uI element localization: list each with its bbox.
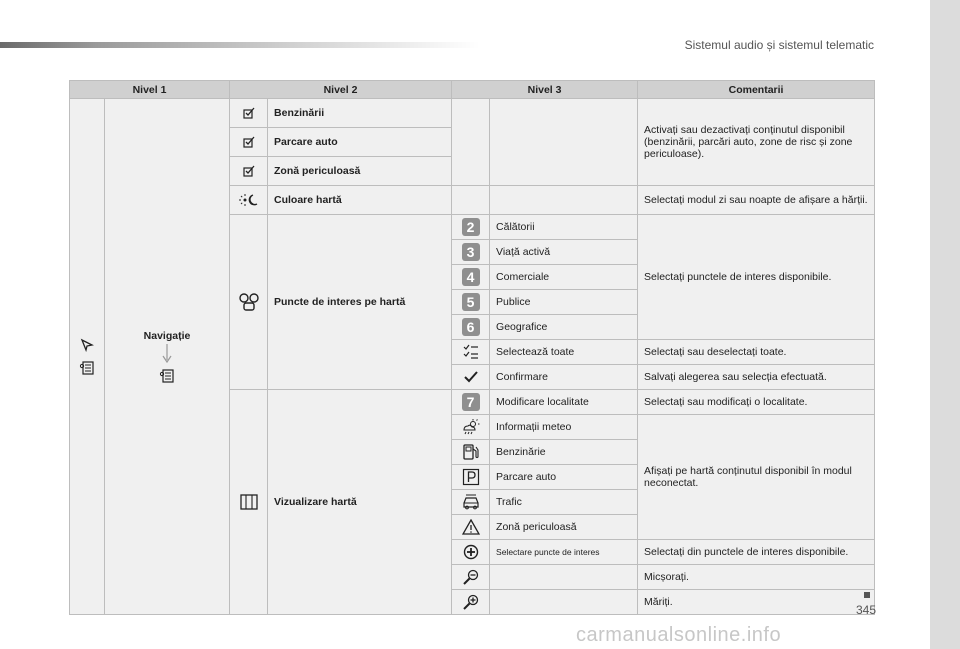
day-night-cell: [230, 186, 268, 215]
navigation-label: Navigație: [143, 329, 191, 342]
plus-circle-cell: [452, 540, 490, 565]
header-comments: Comentarii: [638, 81, 875, 99]
level3-publice: Publice: [490, 290, 638, 315]
level2-parcare: Parcare auto: [268, 128, 452, 157]
header-level-2: Nivel 2: [230, 81, 452, 99]
check-cell: [452, 365, 490, 390]
level3-calatorii: Călătorii: [490, 215, 638, 240]
level2-zona: Zonă periculoasă: [268, 157, 452, 186]
level3-geografice: Geografice: [490, 315, 638, 340]
level3-comerciale: Comerciale: [490, 265, 638, 290]
fuel-icon: [462, 443, 480, 461]
page-marker: [864, 592, 870, 598]
zoom-out-cell: [452, 565, 490, 590]
empty-cell: [490, 99, 638, 186]
comment-zi-noapte: Selectați modul zi sau noapte de afișare a hărții.: [638, 186, 875, 215]
level2-vizualizare: Vizualizare hartă: [268, 390, 452, 615]
level2-benzinarii: Benzinării: [268, 99, 452, 128]
map-view-icon: [239, 493, 259, 511]
down-arrow-icon: [162, 344, 172, 364]
table-row: [70, 99, 875, 128]
level3-confirmare: Confirmare: [490, 365, 638, 390]
step-badge: 2: [462, 218, 480, 236]
step-badge: 7: [462, 393, 480, 411]
level3-selectare-puncte: Selectare puncte de interes: [490, 540, 638, 565]
badge-cell: [452, 390, 490, 415]
header-level-3: Nivel 3: [452, 81, 638, 99]
map-view-icon-cell: [230, 390, 268, 615]
empty-cell: [490, 186, 638, 215]
settings-icon: [79, 360, 95, 376]
comment-puncte: Selectați punctele de interes disponibile.: [638, 215, 875, 340]
badge-cell: [452, 290, 490, 315]
step-badge: 5: [462, 293, 480, 311]
fuel-cell: [452, 440, 490, 465]
navigation-cell: [105, 99, 230, 615]
menu-table: [69, 80, 875, 615]
traffic-icon: [461, 494, 481, 510]
header-level-1: Nivel 1: [70, 81, 230, 99]
level3-viata: Viață activă: [490, 240, 638, 265]
header-gradient-bar: [0, 42, 480, 48]
level3-benzinarie: Benzinărie: [490, 440, 638, 465]
settings-icon: [159, 368, 175, 384]
badge-cell: [452, 240, 490, 265]
comment-sel-desel: Selectați sau deselectați toate.: [638, 340, 875, 365]
comment-micsorati: Micșorați.: [638, 565, 875, 590]
level3-trafic: Trafic: [490, 490, 638, 515]
weather-cell: [452, 415, 490, 440]
checkbox-icon: [243, 107, 255, 119]
watermark: carmanualsonline.info: [576, 624, 782, 646]
select-all-cell: [452, 340, 490, 365]
comment-activati: Activați sau dezactivați conținutul disponibil (benzinării, parcări auto, zone de risc și zone periculoase).: [638, 99, 875, 186]
checkbox-icon: [243, 136, 255, 148]
comment-modificati: Selectați sau modificați o localitate.: [638, 390, 875, 415]
poi-icon: [238, 292, 260, 312]
page-side-tab: [930, 0, 960, 649]
poi-icon-cell: [230, 215, 268, 390]
level3-modificare-localitate: Modificare localitate: [490, 390, 638, 415]
level3-selecteaza-toate: Selectează toate: [490, 340, 638, 365]
zoom-out-icon: [462, 569, 480, 585]
empty-cell: [490, 590, 638, 615]
traffic-cell: [452, 490, 490, 515]
level2-puncte-interes: Puncte de interes pe hartă: [268, 215, 452, 390]
checkbox-icon: [243, 165, 255, 177]
empty-cell: [490, 565, 638, 590]
plus-circle-icon: [463, 544, 479, 560]
comment-din-puncte: Selectați din punctele de interes disponibile.: [638, 540, 875, 565]
level2-culoare: Culoare hartă: [268, 186, 452, 215]
level3-zona: Zonă periculoasă: [490, 515, 638, 540]
table-header-row: [70, 81, 875, 99]
level3-info-meteo: Informații meteo: [490, 415, 638, 440]
empty-cell: [452, 99, 490, 186]
level1-icon-cell: [70, 99, 105, 615]
step-badge: 6: [462, 318, 480, 336]
day-night-icon: [239, 193, 259, 207]
comment-salvati: Salvați alegerea sau selecția efectuată.: [638, 365, 875, 390]
badge-cell: [452, 215, 490, 240]
comment-mariti: Măriți.: [638, 590, 875, 615]
checkbox-cell: [230, 128, 268, 157]
check-icon: [464, 371, 478, 383]
page-header-title: Sistemul audio și sistemul telematic: [684, 38, 874, 52]
step-badge: 3: [462, 243, 480, 261]
parking-icon: [462, 468, 480, 486]
badge-cell: [452, 265, 490, 290]
empty-cell: [452, 186, 490, 215]
checkbox-cell: [230, 157, 268, 186]
zoom-in-cell: [452, 590, 490, 615]
weather-icon: [461, 419, 481, 435]
navigation-arrow-icon: [80, 338, 94, 352]
step-badge: 4: [462, 268, 480, 286]
warning-cell: [452, 515, 490, 540]
badge-cell: [452, 315, 490, 340]
page-number: 345: [855, 603, 876, 617]
level3-parcare: Parcare auto: [490, 465, 638, 490]
warning-icon: [462, 519, 480, 535]
parking-cell: [452, 465, 490, 490]
select-all-icon: [463, 344, 479, 360]
zoom-in-icon: [462, 594, 480, 610]
checkbox-cell: [230, 99, 268, 128]
comment-afisati: Afișați pe hartă conținutul disponibil în modul neconectat.: [638, 415, 875, 540]
